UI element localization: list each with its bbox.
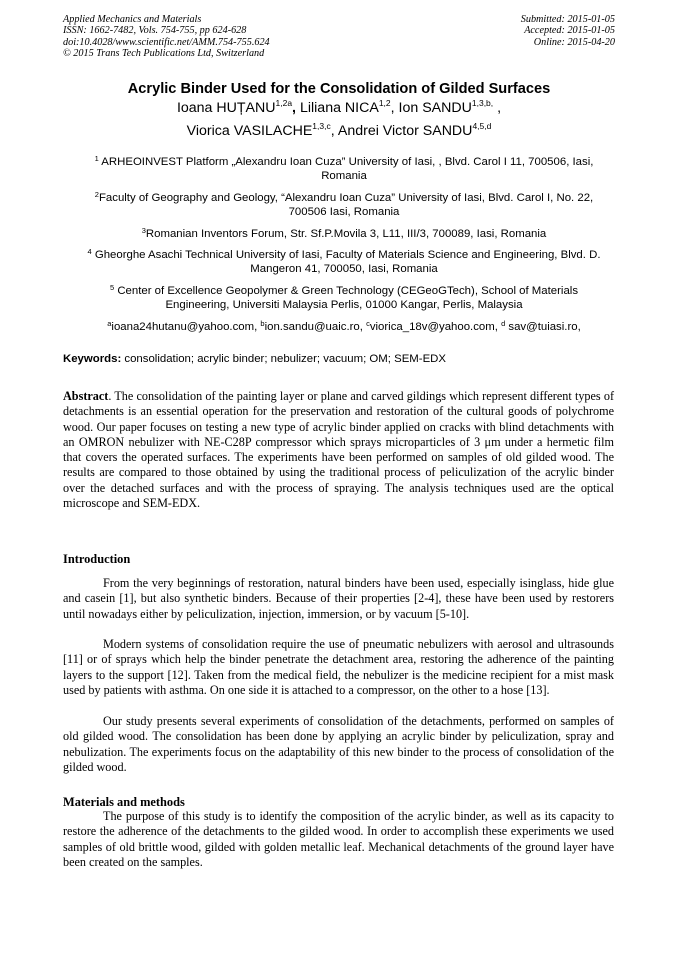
section-heading-introduction: Introduction (63, 552, 131, 566)
affiliation-text: Romanian Inventors Forum, Str. Sf.P.Movila 3, L11, III/3, 700089, Iasi, Romania (145, 228, 547, 240)
author-affil-sup: 1,3,b, (471, 98, 494, 108)
affiliation-sup: 2 (94, 190, 99, 199)
author-name: Viorica VASILACHE (186, 123, 313, 139)
email-sup: b (260, 319, 265, 328)
email-link[interactable]: viorica_18v@yahoo.com, (369, 321, 502, 333)
email-link[interactable]: ion.sandu@uaic.ro, (264, 321, 367, 333)
author-name: Andrei Victor SANDU (337, 123, 473, 139)
affiliation-sup: 4 (87, 247, 92, 256)
accepted-date: Accepted: 2015-01-05 (524, 25, 615, 37)
affiliation-1 (80, 155, 608, 183)
affiliation-text: Gheorghe Asachi Technical University of Iasi, Faculty of Materials Science and Engineering, Blvd. D. Mangeron 41, 700050, Iasi, Romania (94, 249, 601, 276)
email-sup: d (501, 319, 506, 328)
keywords (63, 353, 618, 365)
intro-paragraph-2: Modern systems of consolidation require the use of pneumatic nebulizers with aerosol and ultrasounds [11] or of sprays which help the binder penetrate the detachment area, restoring the adherence of the painting layers to the support [12]. Taken from the medical field, the nebulizer is the medicine recipient for a mist mask used by patients with asthma. On one side it is attached to a compressor, on the other to a hose [13]. (63, 637, 614, 697)
author-separator: , (390, 100, 395, 116)
author-separator: , (292, 100, 296, 116)
author-separator: , (330, 123, 335, 139)
affiliation-text: ARHEOINVEST Platform „Alexandru Ioan Cuza” University of Iasi, , Blvd. Carol I 11, 700506, Iasi, Romania (101, 156, 594, 183)
keywords-text: consolidation; acrylic binder; nebulizer; vacuum; OM; SEM-EDX (121, 353, 446, 365)
journal-info (63, 14, 270, 60)
affiliation-sup: 3 (141, 226, 146, 235)
keywords-label: Keywords: (63, 353, 122, 365)
affiliation-4 (80, 248, 608, 276)
author-emails (80, 320, 608, 334)
journal-copyright: © 2015 Trans Tech Publications Ltd, Switzerland (63, 48, 265, 60)
abstract-label: Abstract (63, 389, 109, 403)
publication-dates (521, 14, 615, 48)
email-sup: c (366, 319, 370, 328)
submitted-date: Submitted: 2015-01-05 (520, 14, 615, 25)
section-heading-materials: Materials and methods (63, 795, 185, 809)
author-separator: , (497, 100, 502, 116)
journal-doi: doi:10.4028/www.scientific.net/AMM.754-755.624 (63, 36, 270, 48)
author-affil-sup: 1,2a (275, 98, 293, 108)
email-sup: a (107, 319, 112, 328)
paper-title: Acrylic Binder Used for the Consolidation of Gilded Surfaces (127, 81, 551, 97)
author-line-2 (0, 122, 678, 140)
affiliation-2 (80, 191, 608, 219)
email-link[interactable]: sav@tuiasi.ro, (508, 321, 581, 333)
abstract (63, 389, 614, 511)
affiliation-text: Center of Excellence Geopolymer & Green Technology (CEGeoGTech), School of Materials Engineering, Universiti Malaysia Perlis, 01000 Kangar, Perlis, Malaysia (117, 285, 579, 312)
author-name: Ioana HUȚANU (176, 100, 276, 116)
author-affil-sup: 1,2 (378, 98, 391, 108)
abstract-text: . The consolidation of the painting layer or plane and carved gildings which represent different types of detachments is an essential operation for the preservation and restoration of the cultural goods of polychrome wood. Our paper focuses on testing a new type of acrylic binder applied on cracks with blind detachments with an OMRON nebulizer with NE-C28P compressor which sprays microparticles of 3 μm under a hermetic film that covers the operated surfaces. The experiments have been performed on samples of old gilded wood. The results are compared to those obtained by using the traditional process of peliculization of the acrylic binder over the detached surfaces and with the process of spraying. The analysis techniques used are the optical microscope and SEM-EDX. (63, 389, 614, 511)
author-name: Liliana NICA (299, 100, 379, 116)
affiliation-3 (80, 227, 608, 241)
email-link[interactable]: ioana24hutanu@yahoo.com, (111, 321, 261, 333)
author-line-1 (0, 99, 678, 117)
intro-paragraph-1: From the very beginnings of restoration, natural binders have been used, especially isinglass, hide glue and casein [1], but also synthetic binders. Because of their properties [2-4], these have been used by restorers until nowadays either by peliculization, injection, immersion, or by vacuum [5-10]. (63, 576, 614, 621)
affiliation-text: Faculty of Geography and Geology, “Alexandru Ioan Cuza” University of Iasi, Blvd. Carol I, No. 22, 700506 Iasi, Romania (98, 192, 594, 219)
intro-paragraph-3: Our study presents several experiments of consolidation of the detachments, performed on samples of old gilded wood. The consolidation has been done by applying an acrylic binder by peliculization, spray and nebulization. The experiments focus on the adaptability of this new binder to the process of consolidation of the gilded wood. (63, 714, 614, 774)
author-affil-sup: 1,3,c (312, 121, 331, 131)
author-affil-sup: 4,5,d (472, 121, 492, 131)
affiliation-sup: 5 (109, 283, 115, 292)
journal-issn: ISSN: 1662-7482, Vols. 754-755, pp 624-628 (63, 25, 247, 37)
materials-paragraph-1: The purpose of this study is to identify the composition of the acrylic binder, as well as its capacity to restore the adherence of the detachments to the gilded wood. In order to accomplish these experiments we used samples of old brittle wood, gilded with golden metallic leaf. Mechanical detachments of the ground layer have been created on the samples. (63, 809, 614, 869)
journal-name: Applied Mechanics and Materials (63, 14, 202, 25)
online-date: Online: 2015-04-20 (533, 36, 615, 48)
author-name: Ion SANDU (398, 100, 472, 116)
affiliation-5 (80, 284, 608, 312)
affiliation-sup: 1 (94, 154, 99, 163)
